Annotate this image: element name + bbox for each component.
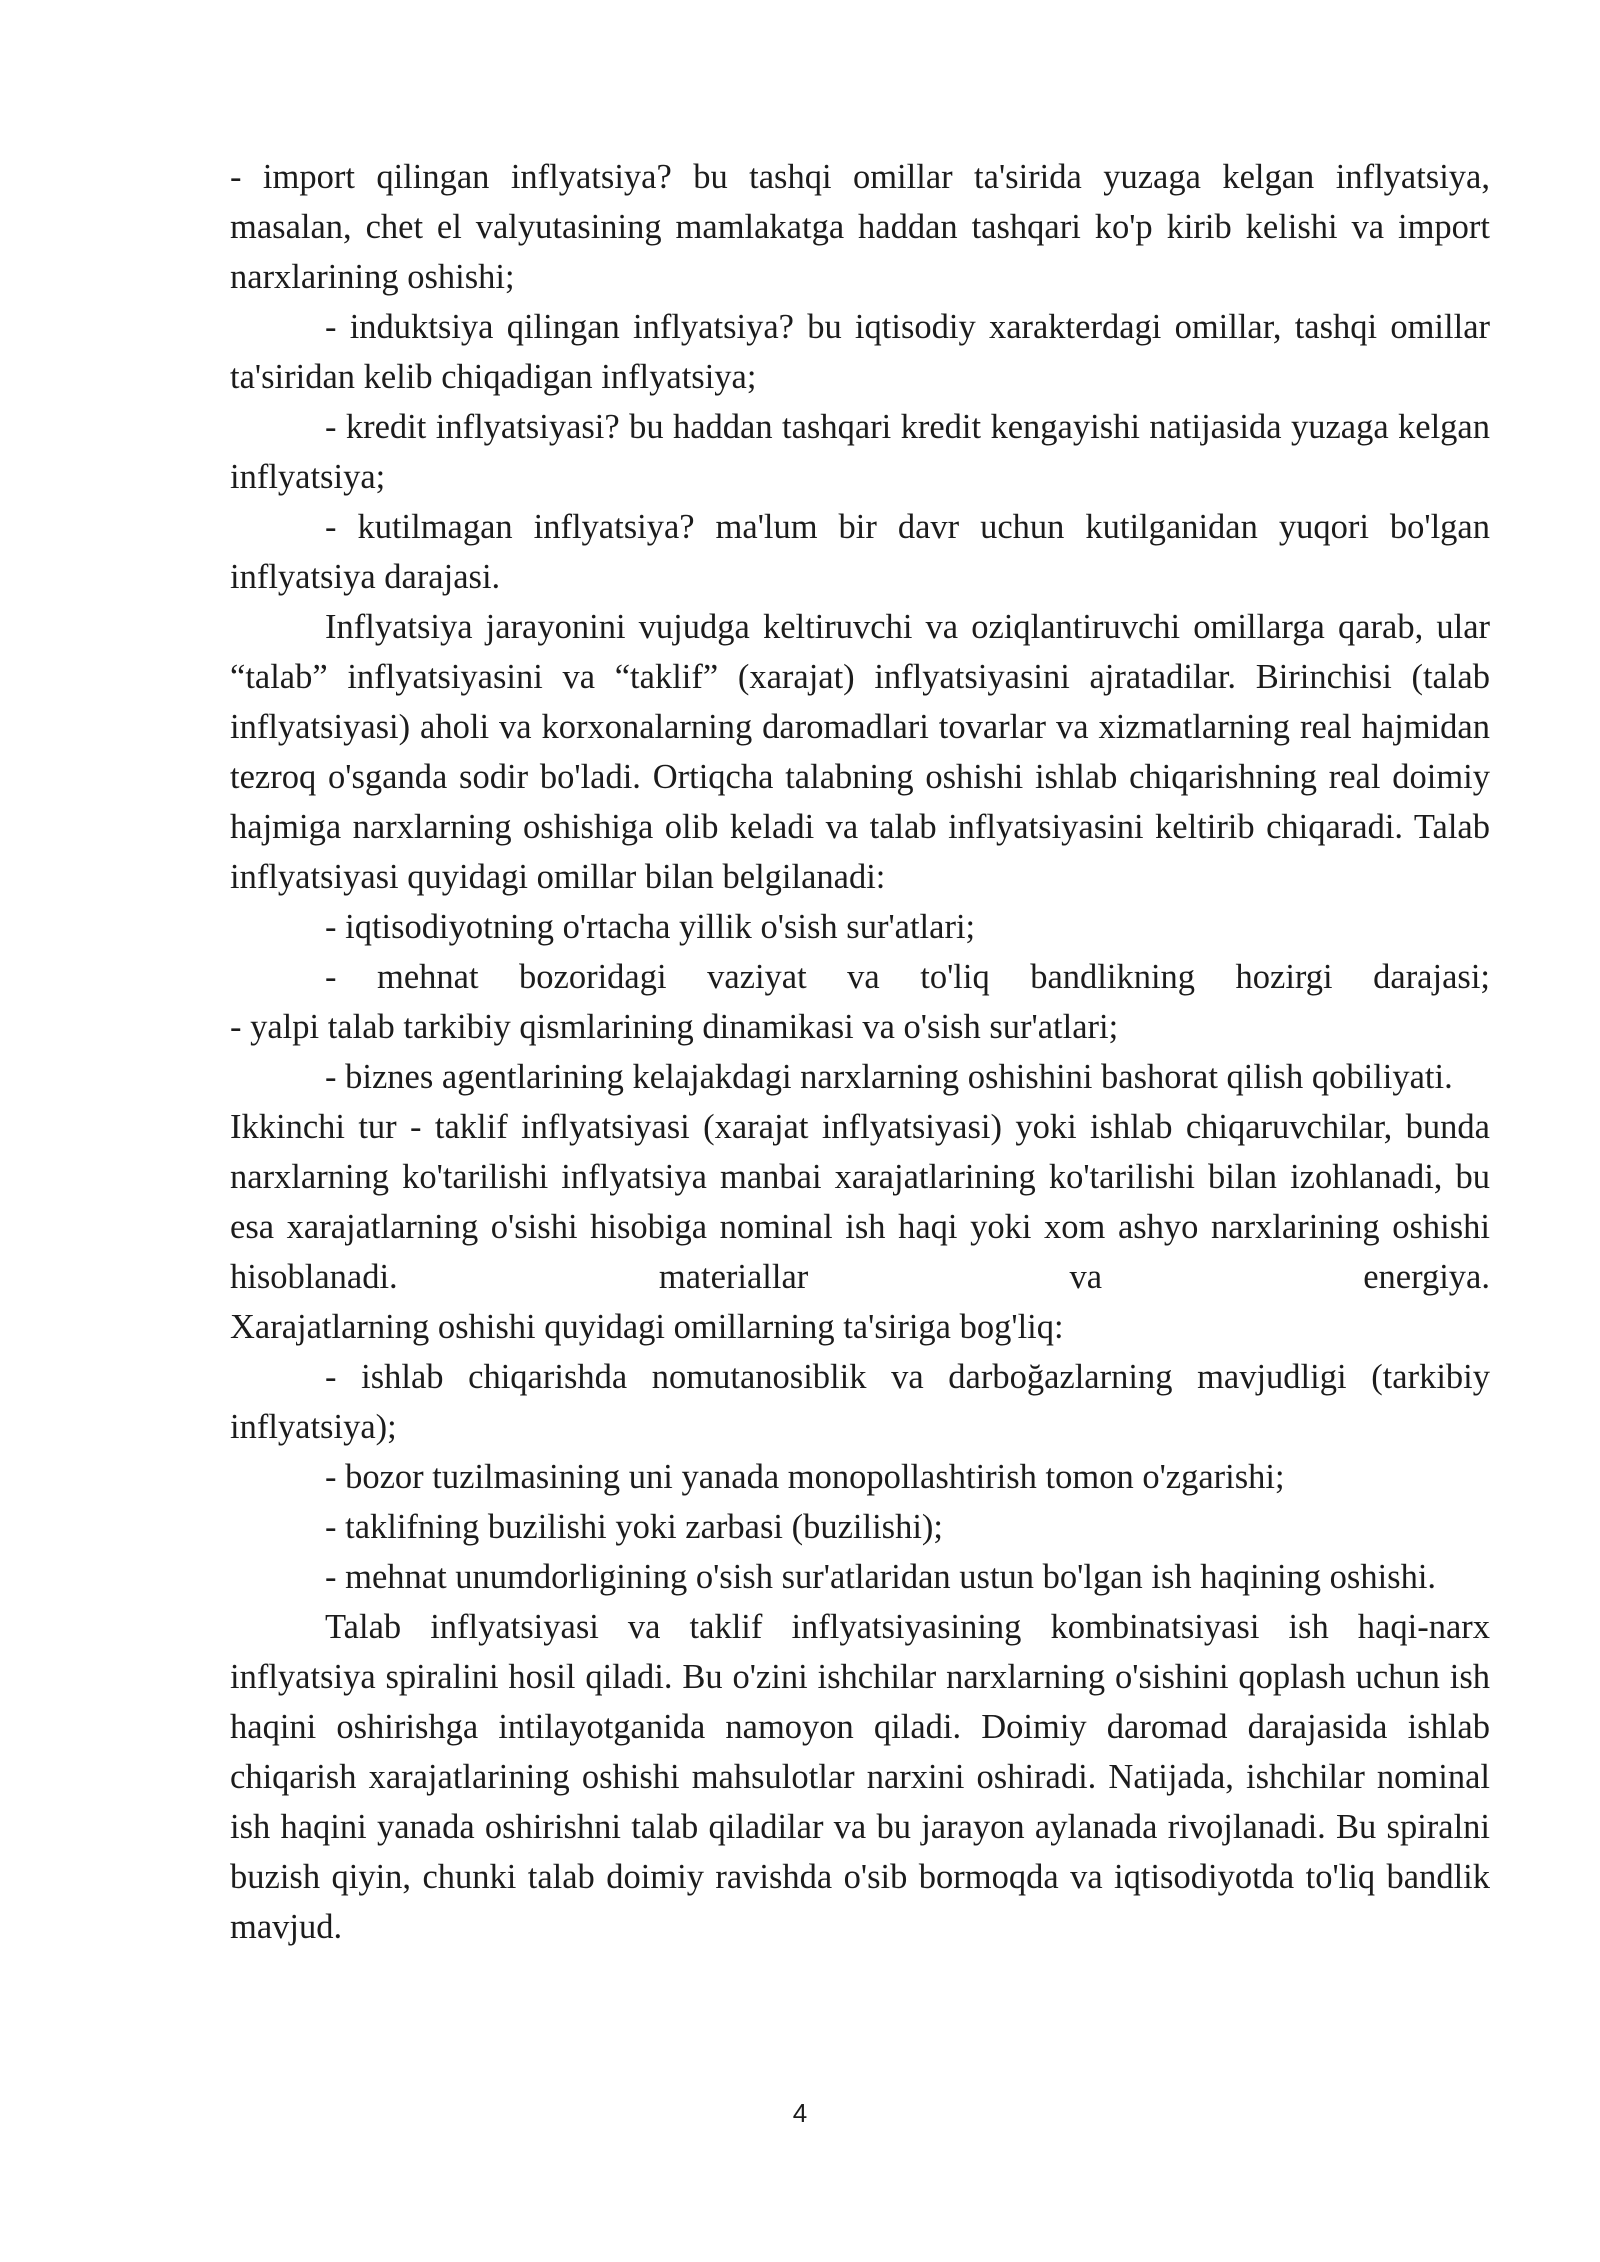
page-number: 4 (792, 2098, 808, 2128)
paragraph-induced-inflation: - induktsiya qilingan inflyatsiya? bu iqtisodiy xarakterdagi omillar, tashqi omillar ta'siridan kelib chiqadigan inflyatsiya; (230, 308, 1490, 396)
paragraph-credit-inflation: - kredit inflyatsiyasi? bu haddan tashqari kredit kengayishi natijasida yuzaga kelgan inflyatsiya; (230, 408, 1490, 496)
paragraph-unexpected-inflation: - kutilmagan inflyatsiya? ma'lum bir davr uchun kutilganidan yuqori bo'lgan inflyatsiya darajasi. (230, 508, 1490, 596)
list-item-aggregate-demand: - yalpi talab tarkibiy qismlarining dinamikasi va o'sish sur'atlari; (230, 1008, 1119, 1046)
paragraph-supply-inflation: Ikkinchi tur - taklif inflyatsiyasi (xarajat inflyatsiyasi) yoki ishlab chiqaruvchilar, bunda narxlarning ko'tarilishi inflyatsiya manbai xarajatlarining ko'tarilishi bilan izohlanadi, bu esa xarajatlarning o'sishi hisobiga nominal ish haqi yoki xom ashyo narxlarining oshishi hisoblanadi. materiallar va energiya. (230, 1108, 1490, 1296)
list-item-labor-market: - mehnat bozoridagi vaziyat va to'liq bandlikning hozirgi darajasi; (325, 958, 1490, 996)
list-item-wage-growth: - mehnat unumdorligining o'sish sur'atlaridan ustun bo'lgan ish haqining oshishi. (325, 1558, 1437, 1596)
list-item-monopolization: - bozor tuzilmasining uni yanada monopollashtirish tomon o'zgarishi; (325, 1458, 1285, 1496)
paragraph-demand-cost-inflation: Inflyatsiya jarayonini vujudga keltiruvchi va oziqlantiruvchi omillarga qarab, ular “talab” inflyatsiyasini va “taklif” (xarajat) inflyatsiyasini ajratadilar. Birinchisi (talab inflyatsiyasi) aholi va korxonalarning daromadlari tovarlar va xizmatlarning real hajmidan tezroq o'sganda sodir bo'ladi. Ortiqcha talabning oshishi ishlab chiqarishning real doimiy hajmiga narxlarning oshishiga olib keladi va talab inflyatsiyasini keltirib chiqaradi. Talab inflyatsiyasi quyidagi omillar bilan belgilanadi: (230, 608, 1490, 896)
list-item-growth-rates: - iqtisodiyotning o'rtacha yillik o'sish sur'atlari; (325, 908, 976, 946)
list-item-supply-shock: - taklifning buzilishi yoki zarbasi (buzilishi); (325, 1508, 944, 1546)
paragraph-wage-price-spiral: Talab inflyatsiyasi va taklif inflyatsiyasining kombinatsiyasi ish haqi-narx inflyatsiya spiralini hosil qiladi. Bu o'zini ishchilar narxlarning o'sishini qoplash uchun ish haqini oshirishga intilayotganida namoyon qiladi. Doimiy daromad darajasida ishlab chiqarish xarajatlarining oshishi mahsulotlar narxini oshiradi. Natijada, ishchilar nominal ish haqini yanada oshirishni talab qiladilar va bu jarayon aylanada rivojlanadi. Bu spiralni buzish qiyin, chunki talab doimiy ravishda o'sib bormoqda va iqtisodiyotda to'liq bandlik mavjud. (230, 1608, 1490, 1946)
paragraph-cost-factors-intro: Xarajatlarning oshishi quyidagi omillarning ta'siriga bog'liq: (230, 1308, 1064, 1346)
paragraph-imported-inflation: - import qilingan inflyatsiya? bu tashqi omillar ta'sirida yuzaga kelgan inflyatsiya, masalan, chet el valyutasining mamlakatga haddan tashqari ko'p kirib kelishi va import narxlarining oshishi; (230, 158, 1490, 296)
list-item-structural-imbalance: - ishlab chiqarishda nomutanosiblik va darboğazlarning mavjudligi (tarkibiy inflyatsiya); (230, 1358, 1490, 1446)
list-item-price-expectations: - biznes agentlarining kelajakdagi narxlarning oshishini bashorat qilish qobiliyati. (325, 1058, 1453, 1096)
document-body (230, 152, 1490, 1952)
